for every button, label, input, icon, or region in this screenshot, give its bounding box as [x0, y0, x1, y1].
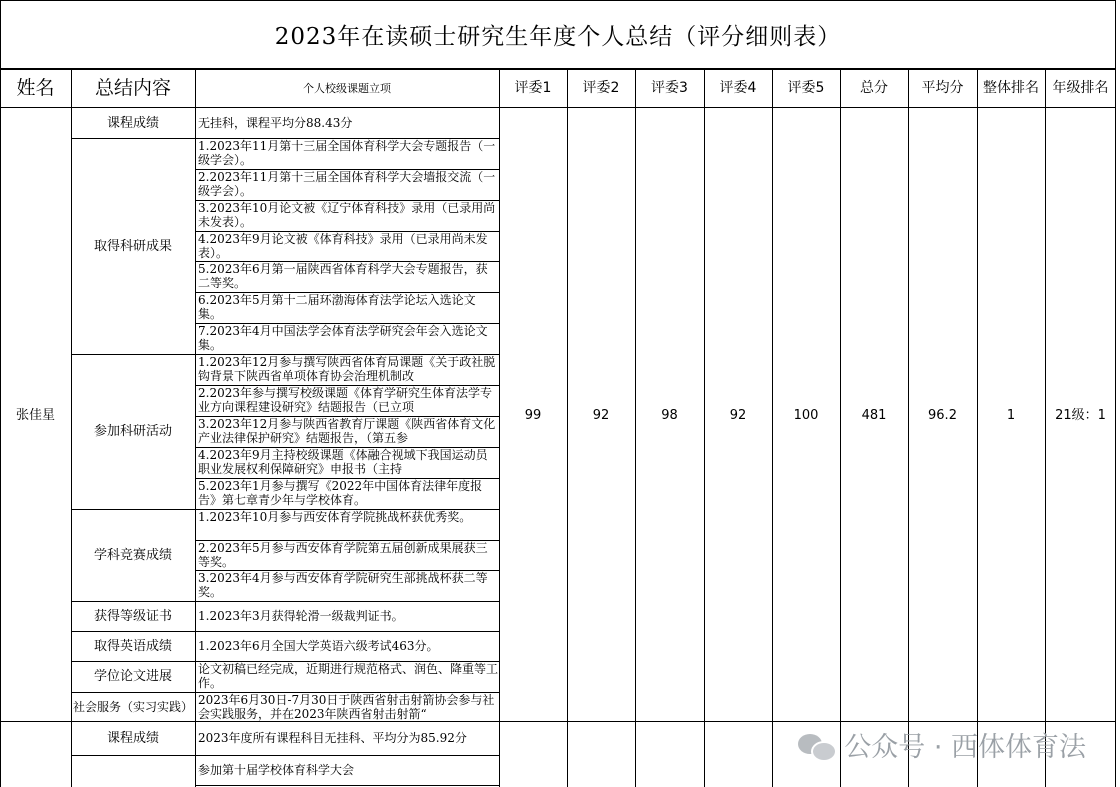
header-total: 总分	[860, 79, 888, 96]
competition-item: 2.2023年5月参与西安体育学院第五届创新成果展获三等奖。	[198, 541, 488, 569]
research-activity-item: 1.2023年12月参与撰写陕西省体育局课题《关于政社脱钩背景下陕西省单项体育协会治理机制改	[198, 355, 496, 383]
category-certificates: 获得等级证书	[93, 608, 172, 624]
score-judge4: 92	[729, 407, 747, 423]
research-result-item-2: 参加第十届学校体育科学大会	[198, 762, 355, 777]
header-average: 平均分	[921, 79, 964, 96]
detail-thesis: 论文初稿已经完成，近期进行规范格式、润色、降重等工作。	[198, 662, 499, 690]
score-overall-rank: 1	[1006, 407, 1016, 423]
research-result-item: 3.2023年10月论文被《辽宁体育科技》录用（已录用尚未发表）。	[198, 201, 496, 229]
research-result-item: 7.2023年4月中国法学会体育法学研究会年会入选论文集。	[198, 324, 488, 352]
watermark	[798, 725, 1086, 764]
category-service: 社会服务（实习实践）	[73, 700, 194, 714]
header-judge2: 评委2	[582, 79, 620, 96]
research-activity-item: 3.2023年12月参与陕西省教育厅课题《陕西省体育文化产业法律保护研究》结题报告，（第五参	[198, 417, 496, 445]
header-content: 总结内容	[94, 76, 171, 99]
research-result-item: 5.2023年6月第一届陕西省体育科学大会专题报告，获二等奖。	[198, 262, 488, 290]
header-judge1: 评委1	[514, 79, 552, 96]
score-grade-rank: 21级：1	[1055, 407, 1106, 423]
header-judge4: 评委4	[719, 79, 757, 96]
header-judge3: 评委3	[651, 79, 688, 96]
header-detail: 个人校级课题立项	[303, 81, 391, 95]
score-average: 96.2	[928, 407, 957, 423]
competition-item: 1.2023年10月参与西安体育学院挑战杯获优秀奖。	[198, 510, 472, 524]
category-course: 课程成绩	[106, 115, 159, 131]
research-result-item: 6.2023年5月第十二届环渤海体育法学论坛入选论文集。	[198, 293, 476, 321]
category-english: 取得英语成绩	[93, 638, 172, 654]
research-activity-item: 4.2023年9月主持校级课题《体融合视域下我国运动员职业发展权利保障研究》申报书（主持	[198, 448, 488, 476]
score-judge3: 98	[661, 407, 678, 423]
score-judge1: 99	[524, 407, 542, 423]
watermark-text: 公众号 · 西体体育法	[844, 732, 1086, 763]
research-activity-item: 2.2023年参与撰写校级课题《体育学研究生体育法学专业方向课程建设研究》结题报告（已立项	[198, 386, 492, 414]
category-research-results: 取得科研成果	[93, 238, 172, 254]
sheet-title: 2023年在读硕士研究生年度个人总结（评分细则表）	[0, 0, 1116, 68]
header-judge5: 评委5	[787, 79, 825, 96]
research-result-item: 1.2023年11月第十三届全国体育科学大会专题报告（一级学会）。	[198, 139, 496, 167]
detail-service: 2023年6月30日-7月30日于陕西省射击射箭协会参与社会实践服务，并在2023年陕西省射击射箭“	[198, 693, 495, 721]
category-research-activities: 参加科研活动	[93, 424, 172, 439]
detail-english: 1.2023年6月全国大学英语六级考试463分。	[198, 638, 439, 653]
score-total: 481	[861, 407, 887, 423]
detail-course: 无挂科，课程平均分88.43分	[198, 115, 353, 130]
category-thesis: 学位论文进展	[93, 669, 172, 684]
student-name: 张佳星	[15, 407, 55, 423]
wechat-icon	[798, 730, 836, 760]
research-result-item: 4.2023年9月论文被《体育科技》录用（已录用尚未发表）。	[198, 232, 488, 260]
category-course-2: 课程成绩	[106, 731, 159, 746]
header-grade-rank: 年级排名	[1052, 79, 1109, 96]
research-activity-item: 5.2023年1月参与撰写《2022年中国体育法律年度报告》第七章青少年与学校体育。	[198, 479, 483, 507]
score-judge2: 92	[592, 407, 610, 423]
score-judge5: 100	[793, 407, 819, 423]
detail-certificates: 1.2023年3月获得轮滑一级裁判证书。	[198, 608, 404, 623]
competition-item: 3.2023年4月参与西安体育学院研究生部挑战杯获二等奖。	[198, 571, 488, 599]
detail-course-2: 2023年度所有课程科目无挂科、平均分为85.92分	[198, 731, 467, 745]
header-overall-rank: 整体排名	[983, 79, 1039, 96]
research-result-item: 2.2023年11月第十三届全国体育科学大会墙报交流（一级学会）。	[198, 170, 496, 198]
header-name: 姓名	[16, 76, 55, 99]
category-competitions: 学科竞赛成绩	[93, 547, 172, 563]
